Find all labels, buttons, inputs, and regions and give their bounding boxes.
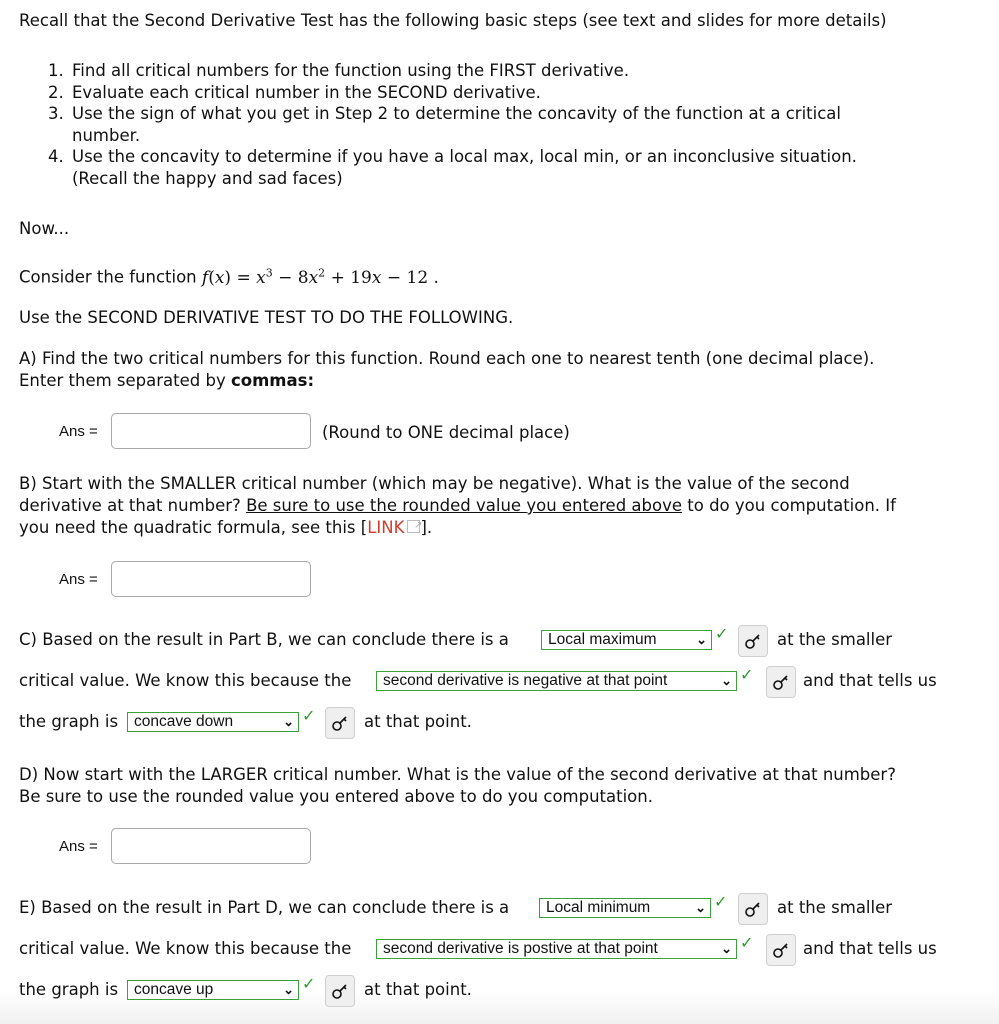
select-value: Local minimum [546,899,651,916]
answer-key-button[interactable] [325,975,355,1007]
part-b-line2-suffix: to do you computation. If [682,496,896,515]
step-text: Find all critical numbers for the function using the FIRST derivative. [72,61,630,80]
part-c-text-5: the graph is [19,712,119,731]
part-e-reason-select[interactable] [376,939,737,959]
step-number: 2. [48,82,64,102]
part-a-answer-input[interactable] [111,413,311,449]
part-c-concavity-select[interactable] [127,712,299,732]
select-value: concave up [134,981,214,998]
select-value: second derivative is postive at that point [383,940,658,957]
part-c-text-2: at the smaller [777,630,893,649]
chevron-down-icon: ⌄ [695,900,706,915]
part-d-line2: Be sure to use the rounded value you entered above to do you computation. [19,787,653,806]
part-a-line1: A) Find the two critical numbers for this function. Round each one to nearest tenth (one decimal place). [19,349,875,368]
select-value: second derivative is negative at that point [383,672,668,689]
correct-check-icon: ✓ [302,974,316,993]
quadratic-formula-link[interactable] [367,518,420,537]
part-b-line2-prefix: derivative at that number? [19,496,247,515]
key-icon [772,941,790,959]
part-a-line2 [19,370,314,392]
step-number: 3. [48,104,64,123]
part-c-text-3: critical value. We know this because the [19,671,352,690]
part-e-extremum-select[interactable] [539,898,711,918]
step-number: 4. [48,147,64,166]
external-link-icon [407,520,420,533]
part-d-ans-label: Ans = [59,838,98,855]
part-a-line2-text: Enter them separated by [19,371,231,390]
key-icon [772,673,790,691]
part-c-text-6: at that point. [364,712,472,731]
answer-key-button[interactable] [325,707,355,739]
step-text: Use the concavity to determine if you have a local max, local min, or an inconclusive situation. (Recall the happy and sad faces) [72,147,857,188]
correct-check-icon: ✓ [714,892,728,911]
part-e-text-3: critical value. We know this because the [19,939,352,958]
answer-key-button[interactable] [766,666,796,698]
part-e-text-5: the graph is [19,980,119,999]
answer-key-button[interactable] [738,625,768,657]
function-statement [19,262,439,289]
part-b-line3 [19,517,432,539]
part-b-underline-2: you entered above [526,496,683,515]
part-e-concavity-select[interactable] [127,980,299,1000]
part-e-text-4: and that tells us [803,939,937,958]
part-b-line2 [19,495,896,517]
part-b-line3-prefix: you need the quadratic formula, see this [ [19,518,368,537]
consider-prefix: Consider the function [19,267,197,287]
part-d-line1: D) Now start with the LARGER critical number. What is the value of the second derivative at that number? [19,765,896,784]
part-c-text-4: and that tells us [803,671,937,690]
link-text[interactable]: LINK [367,518,405,537]
part-b-line1: B) Start with the SMALLER critical number (which may be negative). What is the value of the second [19,474,850,493]
part-e-text-2: at the smaller [777,898,893,917]
part-a-ans-label: Ans = [59,423,98,440]
key-icon [744,632,762,650]
part-c-extremum-select[interactable] [541,630,712,650]
intro-text: Recall that the Second Derivative Test has the following basic steps (see text and slides for more details) [19,11,887,30]
function-formula: $f(x) = x^3 - 8x^2 + 19x - 12$ . [201,266,439,288]
key-icon [331,714,349,732]
chevron-down-icon: ⌄ [283,982,294,997]
chevron-down-icon: ⌄ [283,714,294,729]
chevron-down-icon: ⌄ [721,673,732,688]
chevron-down-icon: ⌄ [721,941,732,956]
step-text: Use the sign of what you get in Step 2 to determine the concavity of the function at a critical number. [72,104,841,145]
part-d-answer-input[interactable] [111,828,311,864]
part-b-answer-input[interactable] [111,561,311,597]
correct-check-icon: ✓ [302,706,316,725]
answer-key-button[interactable] [766,934,796,966]
step-number: 1. [48,61,64,80]
part-c-text-1: C) Based on the result in Part B, we can conclude there is a [19,630,509,649]
select-value: concave down [134,713,234,730]
step-text: Evaluate each critical number in the SECOND derivative. [72,82,541,102]
part-b-ans-label: Ans = [59,571,98,588]
part-e-text-1: E) Based on the result in Part D, we can conclude there is a [19,898,510,917]
part-e-text-6: at that point. [364,980,472,999]
instruction-text: Use the SECOND DERIVATIVE TEST TO DO THE FOLLOWING. [19,308,514,327]
part-a-hint: (Round to ONE decimal place) [322,423,570,442]
select-value: Local maximum [548,631,657,648]
part-c-reason-select[interactable] [376,671,737,691]
key-icon [744,900,762,918]
part-b-line3-suffix: ]. [420,518,433,537]
key-icon [331,982,349,1000]
steps-list [48,60,932,189]
step-item [48,146,902,189]
correct-check-icon: ✓ [740,933,754,952]
chevron-down-icon: ⌄ [696,632,707,647]
step-item [48,60,932,82]
part-b-underline-1: Be sure to use the rounded value [246,496,527,515]
correct-check-icon: ✓ [715,624,729,643]
now-text: Now... [19,219,70,238]
correct-check-icon: ✓ [740,665,754,684]
answer-key-button[interactable] [738,893,768,925]
step-item [48,103,902,146]
part-a-commas: commas: [230,371,315,390]
step-item [48,82,932,104]
